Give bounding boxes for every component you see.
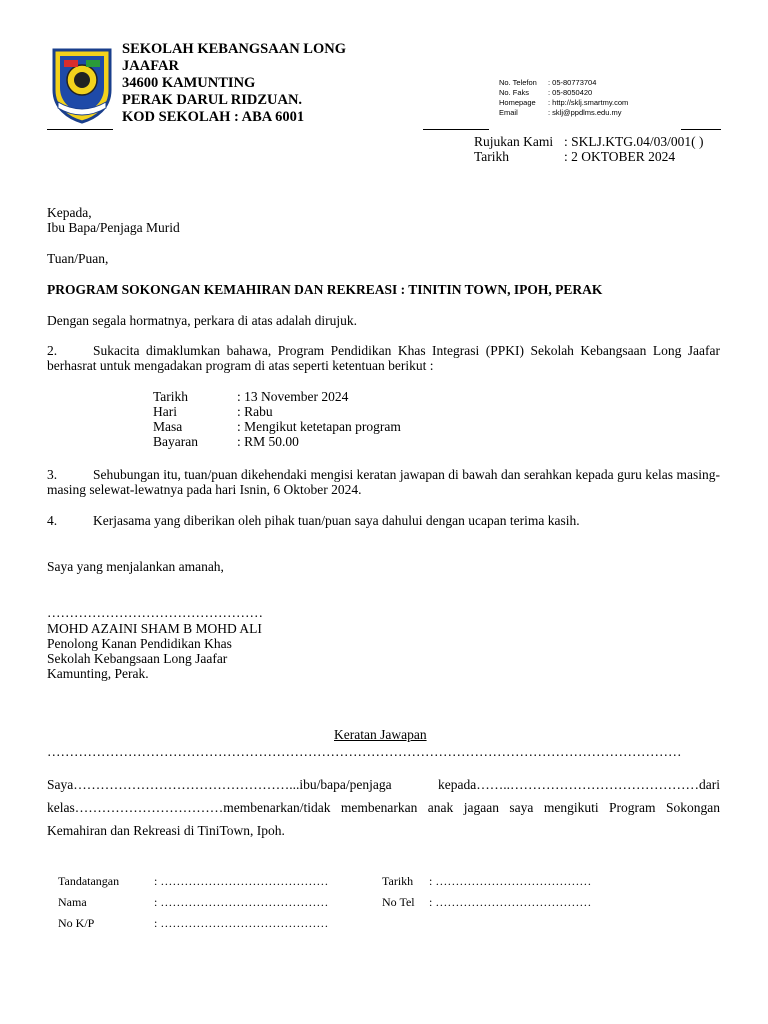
rujukan-value: : SKLJ.KTG.04/03/001( ) — [564, 134, 704, 149]
reply-fields-right — [382, 874, 591, 910]
paragraph-4: 4. Kerjasama yang diberikan oleh pihak tuan/puan saya dahului dengan ucapan terima kasih. — [47, 513, 580, 528]
signer-title: Penolong Kanan Pendidikan Khas — [47, 636, 232, 651]
signer-name: MOHD AZAINI SHAM B MOHD ALI — [47, 621, 262, 636]
detail-tarikh: Tarikh : 13 November 2024 — [153, 389, 349, 404]
paragraph-3: 3. Sehubungan itu, tuan/puan dikehendaki mengisi keratan jawapan di bawah dan serahkan kepada guru kelas masing-masing selewat-lewatnya pada hari Isnin, 6 Oktober 2024. — [47, 467, 720, 497]
tarikh-label: Tarikh — [474, 149, 510, 164]
detail-masa: Masa : Mengikut ketetapan program — [153, 419, 401, 434]
paragraph-2: 2. Sukacita dimaklumkan bahawa, Program Pendidikan Khas Integrasi (PPKI) Sekolah Kebangsaan Long Jaafar berhasrat untuk mengadakan program di atas seperti ketentuan berikut : — [47, 343, 720, 373]
reply-fields-left — [58, 874, 328, 931]
contact-phone: No. Telefon : 05-80773704 — [499, 78, 597, 87]
reference-block — [474, 134, 704, 164]
field-tarikh: Tarikh : ………………………………… — [382, 874, 592, 888]
rujukan-label: Rujukan Kami — [474, 134, 554, 149]
signer-block — [47, 621, 262, 681]
cut-line: …………………………………………………………………………………………………………………………… — [47, 744, 682, 759]
header-rule-middle — [423, 129, 489, 130]
field-nama: Nama : …………………………………… — [58, 895, 329, 909]
salutation: Tuan/Puan, — [47, 251, 109, 266]
reply-slip-body: Saya…………………………………………...ibu/bapa/penjaga kepada……..……………………………………dari kelas……………………………membenarkan/tidak membenarkan anak jagaan saya mengikuti Program Sokongan Kemahiran dan Rekreasi di TiniTown, Ipoh. — [47, 777, 720, 838]
header-rule-right — [681, 129, 721, 130]
school-name-line2: JAAFAR — [122, 58, 179, 74]
recipient: Kepada, Ibu Bapa/Penjaga Murid — [47, 205, 180, 235]
field-no-kp: No K/P : …………………………………… — [58, 916, 329, 930]
letter-subject: PROGRAM SOKONGAN KEMAHIRAN DAN REKREASI : TINITIN TOWN, IPOH, PERAK — [47, 282, 603, 297]
school-address — [122, 41, 346, 126]
school-postcode-line: 34600 KAMUNTING — [122, 75, 256, 91]
header-rule-left — [47, 129, 113, 130]
contact-homepage: Homepage : http://sklj.smartmy.com — [499, 98, 629, 107]
school-code-line: KOD SEKOLAH : ABA 6001 — [122, 109, 305, 125]
field-tandatangan: Tandatangan : …………………………………… — [58, 874, 329, 888]
field-no-tel: No Tel : ………………………………… — [382, 895, 592, 909]
school-crest-logo — [50, 46, 114, 124]
reply-slip-title: Keratan Jawapan — [334, 727, 427, 742]
detail-bayaran: Bayaran : RM 50.00 — [153, 434, 299, 449]
signer-location: Kamunting, Perak. — [47, 666, 149, 681]
signature-line: ………………………………………… — [47, 605, 263, 620]
program-details — [153, 389, 401, 449]
opening-paragraph: Dengan segala hormatnya, perkara di atas adalah dirujuk. — [47, 313, 357, 328]
detail-hari: Hari : Rabu — [153, 404, 273, 419]
contact-fax: No. Faks : 05-8050420 — [499, 88, 593, 97]
contact-email: Email : sklj@ppdlms.edu.my — [499, 108, 622, 117]
closing: Saya yang menjalankan amanah, — [47, 559, 224, 574]
signer-school: Sekolah Kebangsaan Long Jaafar — [47, 651, 228, 666]
school-name-line1: SEKOLAH KEBANGSAAN LONG — [122, 41, 346, 57]
tarikh-value: : 2 OKTOBER 2024 — [564, 149, 676, 164]
contact-info — [499, 78, 628, 118]
school-state-line: PERAK DARUL RIDZUAN. — [122, 92, 303, 108]
